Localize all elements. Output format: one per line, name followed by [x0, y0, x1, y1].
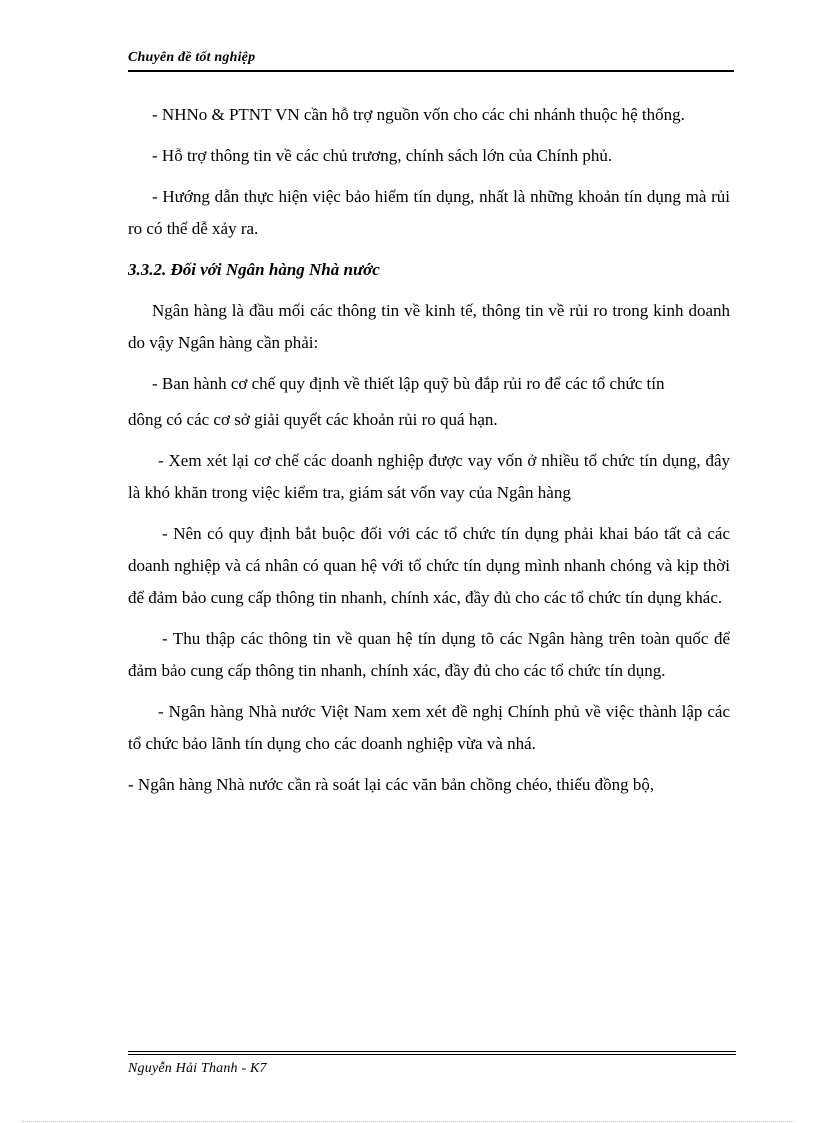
header-title: Chuyên đề tốt nghiệp	[128, 50, 256, 65]
paragraph-10: - Ngân hàng Nhà nước Việt Nam xem xét đề nghị Chính phủ về việc thành lập các tổ chức bảo lãnh tín dụng cho các doanh nghiệp vừa và nhá.	[128, 702, 730, 753]
paragraph-7: - Xem xét lại cơ chế các doanh nghiệp được vay vốn ở nhiều tổ chức tín dụng, đây là khó khăn trong việc kiểm tra, giám sát vốn vay của Ngân hàng	[128, 451, 730, 502]
paragraph-4: Ngân hàng là đầu mối các thông tin về kinh tế, thông tin về rủi ro trong kinh doanh do vậy Ngân hàng cần phải:	[128, 301, 730, 352]
paragraph-6: dông có các cơ sở giải quyết các khoản rủi ro quá hạn.	[128, 410, 498, 429]
document-body	[128, 99, 730, 810]
footer-rule	[128, 1051, 736, 1055]
paragraph-9: - Thu thập các thông tin về quan hệ tín dụng tõ các Ngân hàng trên toàn quốc để đảm bảo cung cấp thông tin nhanh, chính xác, đầy đủ cho các tổ chức tín dụng.	[128, 629, 730, 680]
paragraph-5: - Ban hành cơ chế quy định về thiết lập quỹ bù đắp rủi ro để các tổ chức tín	[152, 374, 665, 393]
page-header	[128, 48, 734, 72]
paragraph-8: - Nên có quy định bắt buộc đối với các tổ chức tín dụng phải khai báo tất cả các doanh nghiệp và cá nhân có quan hệ với tổ chức tín dụng mình nhanh chóng và kịp thời để đảm bảo cung cấp thông tin nhanh, chính xác, đầy đủ cho các tổ chức tín dụng khác.	[128, 524, 730, 607]
page-footer	[128, 1051, 736, 1077]
paragraph-3: - Hướng dẫn thực hiện việc bảo hiểm tín dụng, nhất là những khoản tín dụng mà rủi ro có thể dễ xảy ra.	[128, 187, 730, 238]
paragraph-2: - Hỗ trợ thông tin về các chủ trương, chính sách lớn của Chính phủ.	[152, 146, 613, 165]
footer-author: Nguyễn Hải Thanh - K7	[128, 1061, 267, 1076]
section-heading: 3.3.2. Đối với Ngân hàng Nhà nước	[128, 260, 380, 279]
page-edge-divider	[22, 1121, 794, 1122]
paragraph-11: - Ngân hàng Nhà nước cần rà soát lại các văn bản chồng chéo, thiếu đồng bộ,	[128, 775, 655, 794]
paragraph-1: - NHNo & PTNT VN cần hỗ trợ nguồn vốn cho các chi nhánh thuộc hệ thống.	[152, 105, 685, 124]
